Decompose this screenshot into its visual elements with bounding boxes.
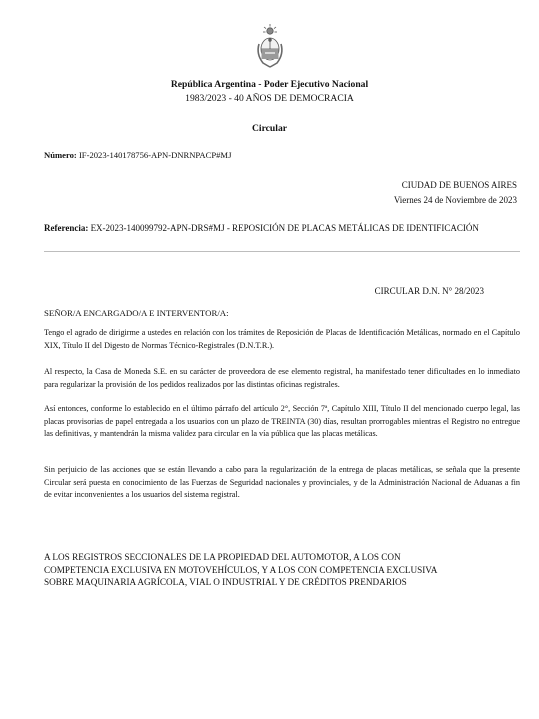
addressees: A LOS REGISTROS SECCIONALES DE LA PROPIEDAD DEL AUTOMOTOR, A LOS CON COMPETENCIA EXCLUSIVA EN MOTOVEHÍCULOS, Y A LOS CON COMPETENCIA EXCLUSIVA SOBRE MAQUINARIA AGRÍCOLA, VIAL O INDUSTRIAL Y DE CRÉDITOS PRENDARIOS	[44, 552, 437, 588]
reference-label: Referencia:	[44, 223, 89, 233]
document-type: Circular	[252, 123, 287, 134]
date: Viernes 24 de Noviembre de 2023	[393, 195, 517, 205]
circular-number: CIRCULAR D.N. N° 28/2023	[374, 286, 484, 296]
paragraph: Al respecto, la Casa de Moneda S.E. en su carácter de proveedora de ese elemento registral, ha manifestado tener dificultades en lo inmediato para regularizar la provisión de los pedidos realizados por las distintas oficinas registrales.	[44, 367, 520, 389]
document-number	[44, 150, 231, 160]
document-number-value: IF-2023-140178756-APN-DNRNPACP#MJ	[78, 150, 232, 160]
paragraph: Así entonces, conforme lo establecido en el último párrafo del artículo 2°, Sección 7ª, Capítulo XIII, Título II del mencionado cuerpo legal, las placas provisorias de papel entregada a los usuarios con un plazo de TREINTA (30) días, resultan prorrogables mientras el Registro no entregue las definitivas, y mantendrán la misma validez para circular en la vía pública que las placas metálicas.	[44, 404, 520, 439]
document-number-label: Número:	[44, 150, 77, 160]
salutation: SEÑOR/A ENCARGADO/A E INTERVENTOR/A:	[44, 308, 229, 318]
argentine-coat-of-arms-icon	[255, 22, 285, 68]
place: CIUDAD DE BUENOS AIRES	[401, 180, 517, 190]
header-subtitle: 1983/2023 - 40 AÑOS DE DEMOCRACIA	[185, 93, 354, 104]
divider	[44, 251, 520, 252]
paragraph: Tengo el agrado de dirigirme a ustedes en relación con los trámites de Reposición de Placas de Identificación Metálicas, normado en el Capítulo XIX, Título II del Digesto de Normas Técnico-Registrales (D.N.T.R.).	[44, 328, 520, 350]
reference-value: EX-2023-140099792-APN-DRS#MJ - REPOSICIÓN DE PLACAS METÁLICAS DE IDENTIFICACIÓN	[90, 223, 479, 233]
paragraph: Sin perjuicio de las acciones que se están llevando a cabo para la regularización de la entrega de placas metálicas, se señala que la presente Circular será puesta en conocimiento de las Fuerzas de Seguridad nacionales y provinciales, y de la Administración Nacional de Aduanas a fin de evitar inconvenientes a los usuarios del sistema registral.	[44, 465, 520, 500]
reference	[44, 222, 504, 235]
header-title: República Argentina - Poder Ejecutivo Nacional	[170, 79, 369, 90]
